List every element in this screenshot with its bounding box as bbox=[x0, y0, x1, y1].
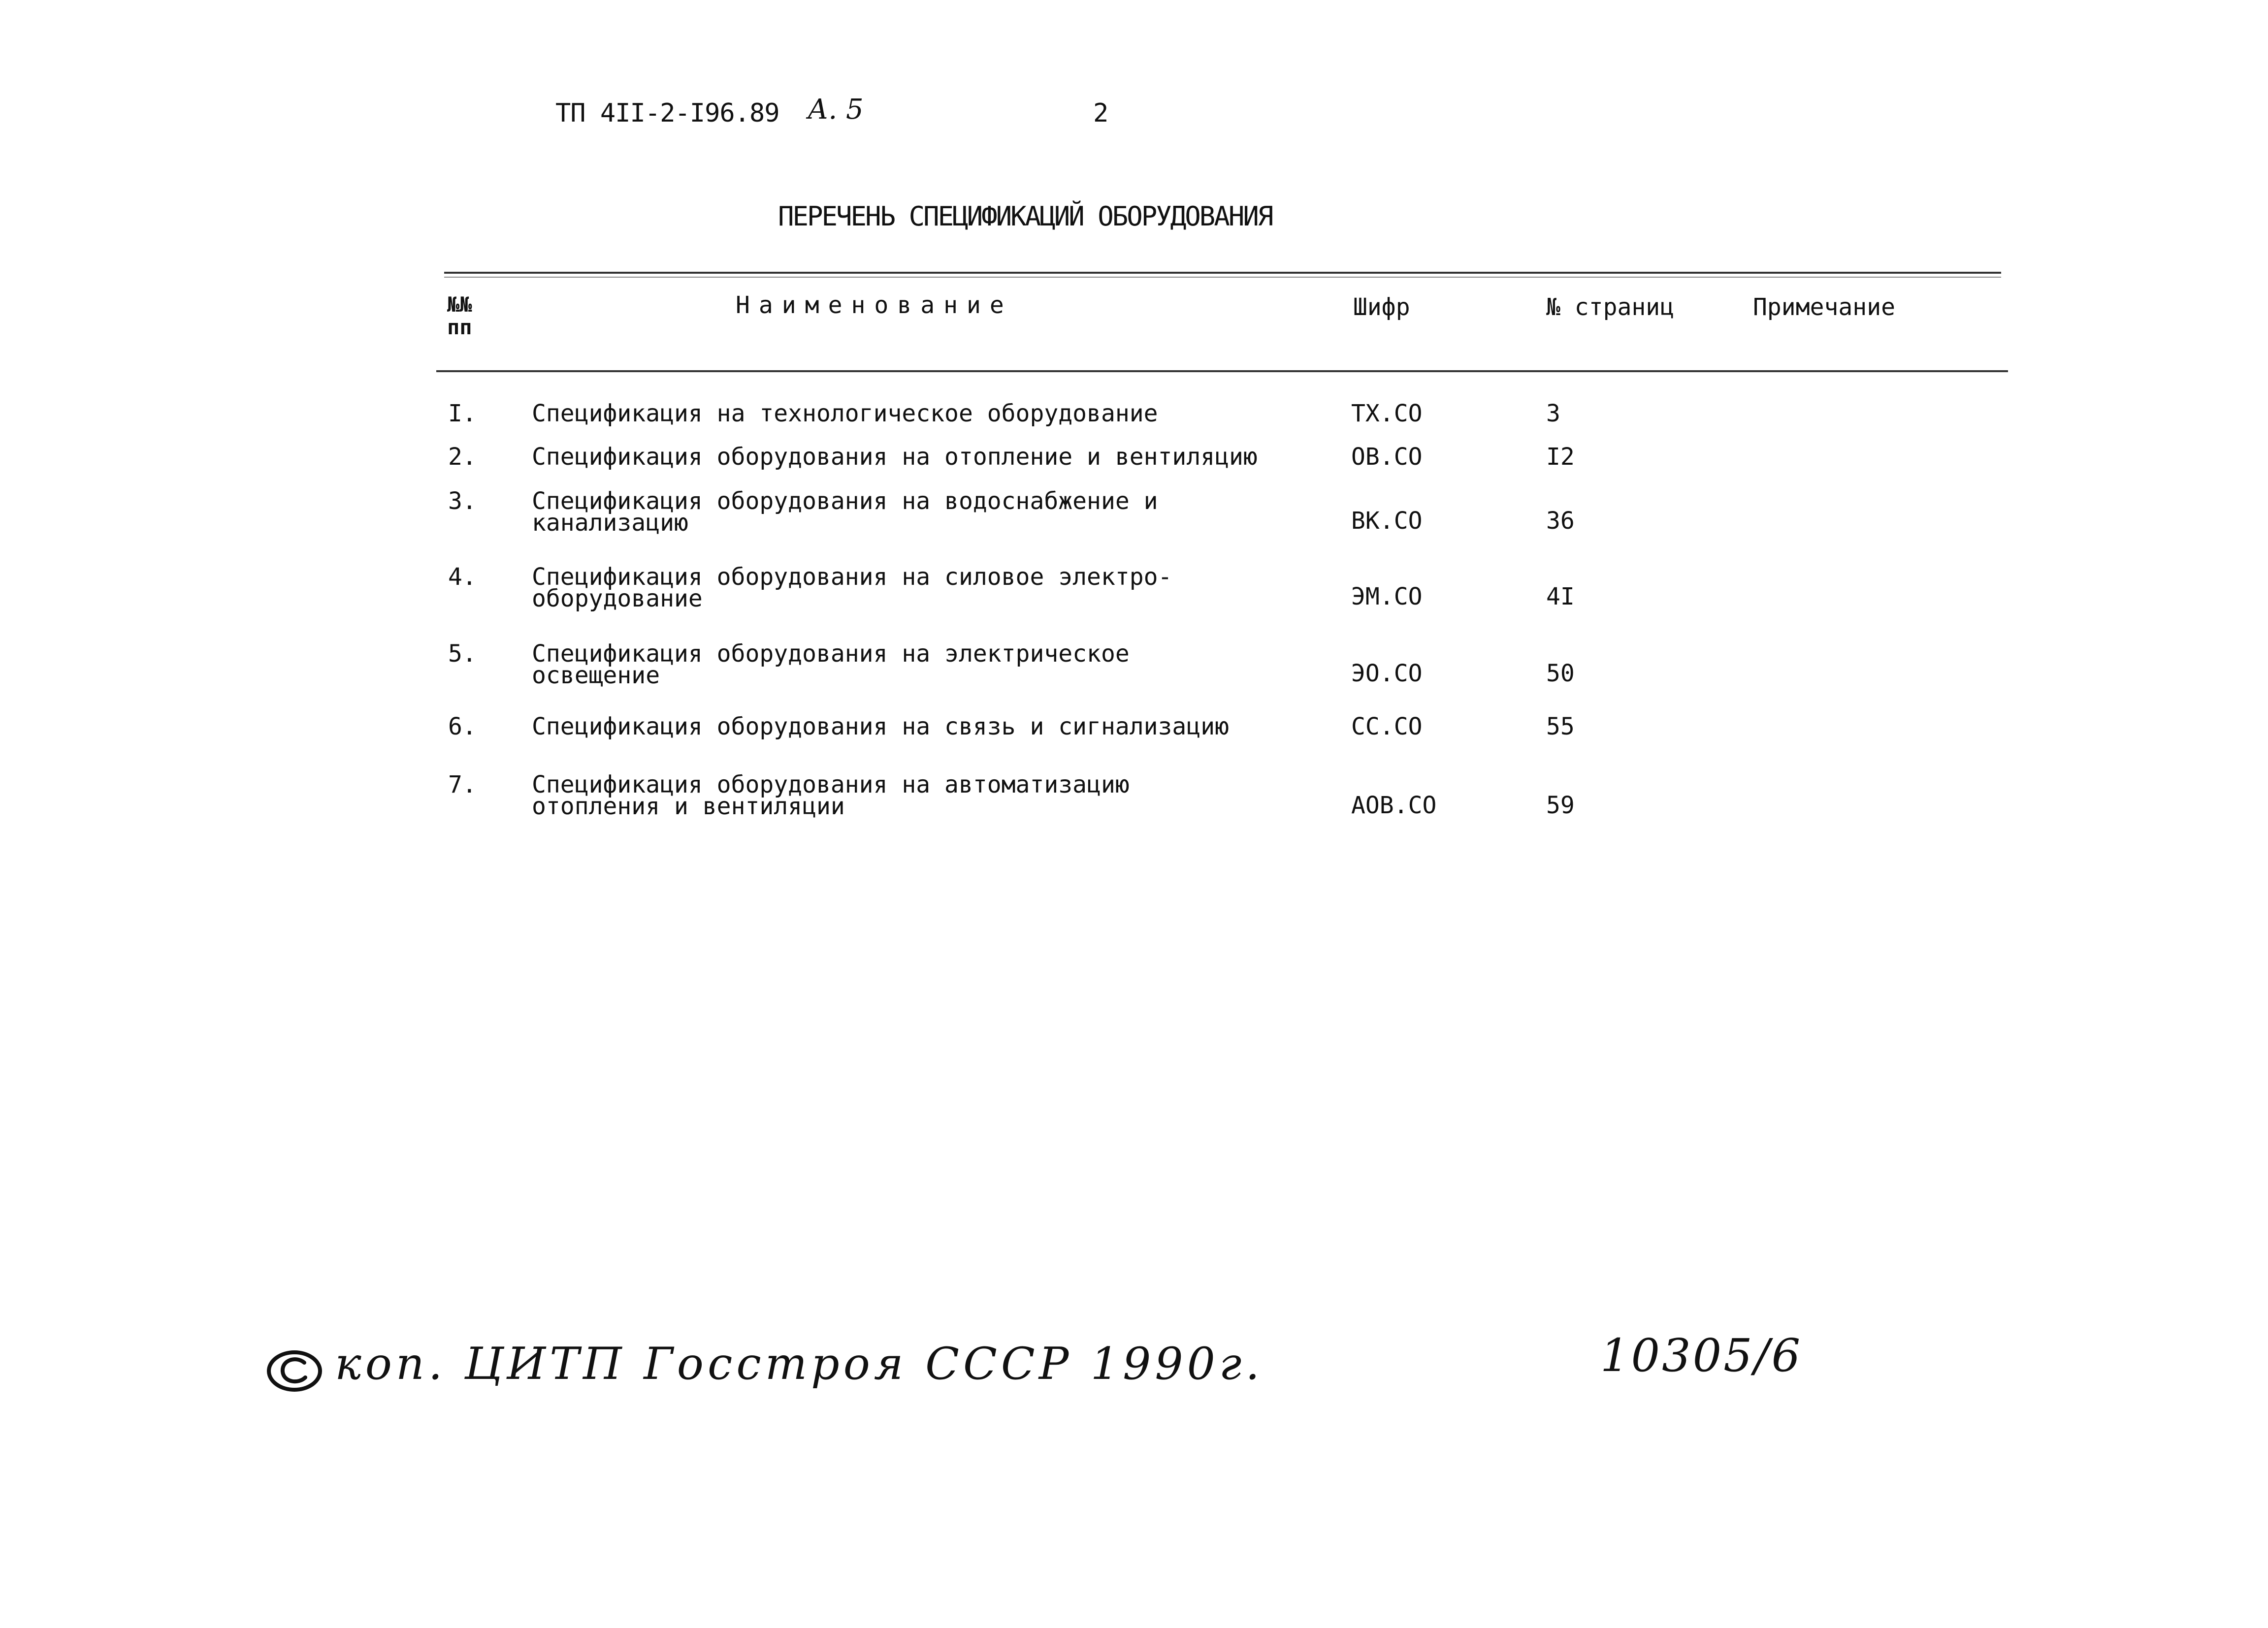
row-page: 50 bbox=[1546, 660, 1575, 687]
row-name: Спецификация оборудования на отопление и вентиляцию bbox=[532, 443, 1258, 471]
row-name: Спецификация оборудования на водоснабжение и канализацию bbox=[532, 487, 1158, 537]
album-number: А. 5 bbox=[808, 94, 864, 126]
row-page: 36 bbox=[1546, 507, 1575, 535]
table-header-rule bbox=[436, 370, 2008, 372]
row-page: I2 bbox=[1546, 443, 1575, 471]
row-code: АОВ.СО bbox=[1351, 792, 1437, 819]
row-code: ОВ.СО bbox=[1351, 443, 1423, 471]
column-header-number: №№ пп bbox=[447, 292, 472, 339]
row-number: 3. bbox=[448, 487, 477, 515]
row-code: ЭМ.СО bbox=[1351, 583, 1423, 610]
row-page: 59 bbox=[1546, 792, 1575, 819]
row-number: 6. bbox=[448, 713, 477, 740]
row-number: I. bbox=[448, 400, 477, 427]
copyright-icon bbox=[266, 1349, 323, 1393]
page-title: ПЕРЕЧЕНЬ СПЕЦИФИКАЦИЙ ОБОРУДОВАНИЯ bbox=[778, 201, 1272, 232]
column-header-pages: № страниц bbox=[1546, 293, 1675, 321]
row-code: ВК.СО bbox=[1351, 507, 1423, 535]
column-header-name: Наименование bbox=[736, 291, 1013, 319]
row-number: 2. bbox=[448, 443, 477, 471]
document-code: ТП 4II-2-I96.89 bbox=[555, 98, 779, 128]
row-page: 3 bbox=[1546, 400, 1560, 427]
column-header-code: Шифр bbox=[1353, 293, 1410, 321]
row-name: Спецификация оборудования на электрическое освещение bbox=[532, 640, 1130, 689]
row-name: Спецификация на технологическое оборудование bbox=[532, 400, 1158, 427]
inventory-number: 10305/6 bbox=[1600, 1329, 1803, 1382]
row-code: ТХ.СО bbox=[1351, 400, 1423, 427]
table-top-rule-second bbox=[444, 277, 2001, 278]
row-name: Спецификация оборудования на силовое электро- оборудование bbox=[532, 563, 1172, 612]
row-name: Спецификация оборудования на связь и сигнализацию bbox=[532, 713, 1230, 740]
row-number: 4. bbox=[448, 563, 477, 591]
column-header-note: Примечание bbox=[1753, 293, 1895, 321]
row-code: СС.СО bbox=[1351, 713, 1423, 740]
row-number: 5. bbox=[448, 640, 477, 668]
page-number: 2 bbox=[1093, 98, 1109, 128]
row-code: ЭО.СО bbox=[1351, 660, 1423, 687]
row-page: 55 bbox=[1546, 713, 1575, 740]
row-page: 4I bbox=[1546, 583, 1575, 610]
row-number: 7. bbox=[448, 771, 477, 798]
table-top-rule bbox=[444, 272, 2001, 274]
copyright-stamp: коп. ЦИТП Госстроя СССР 1990г. bbox=[335, 1338, 1264, 1390]
row-name: Спецификация оборудования на автоматизацию отопления и вентиляции bbox=[532, 771, 1130, 820]
